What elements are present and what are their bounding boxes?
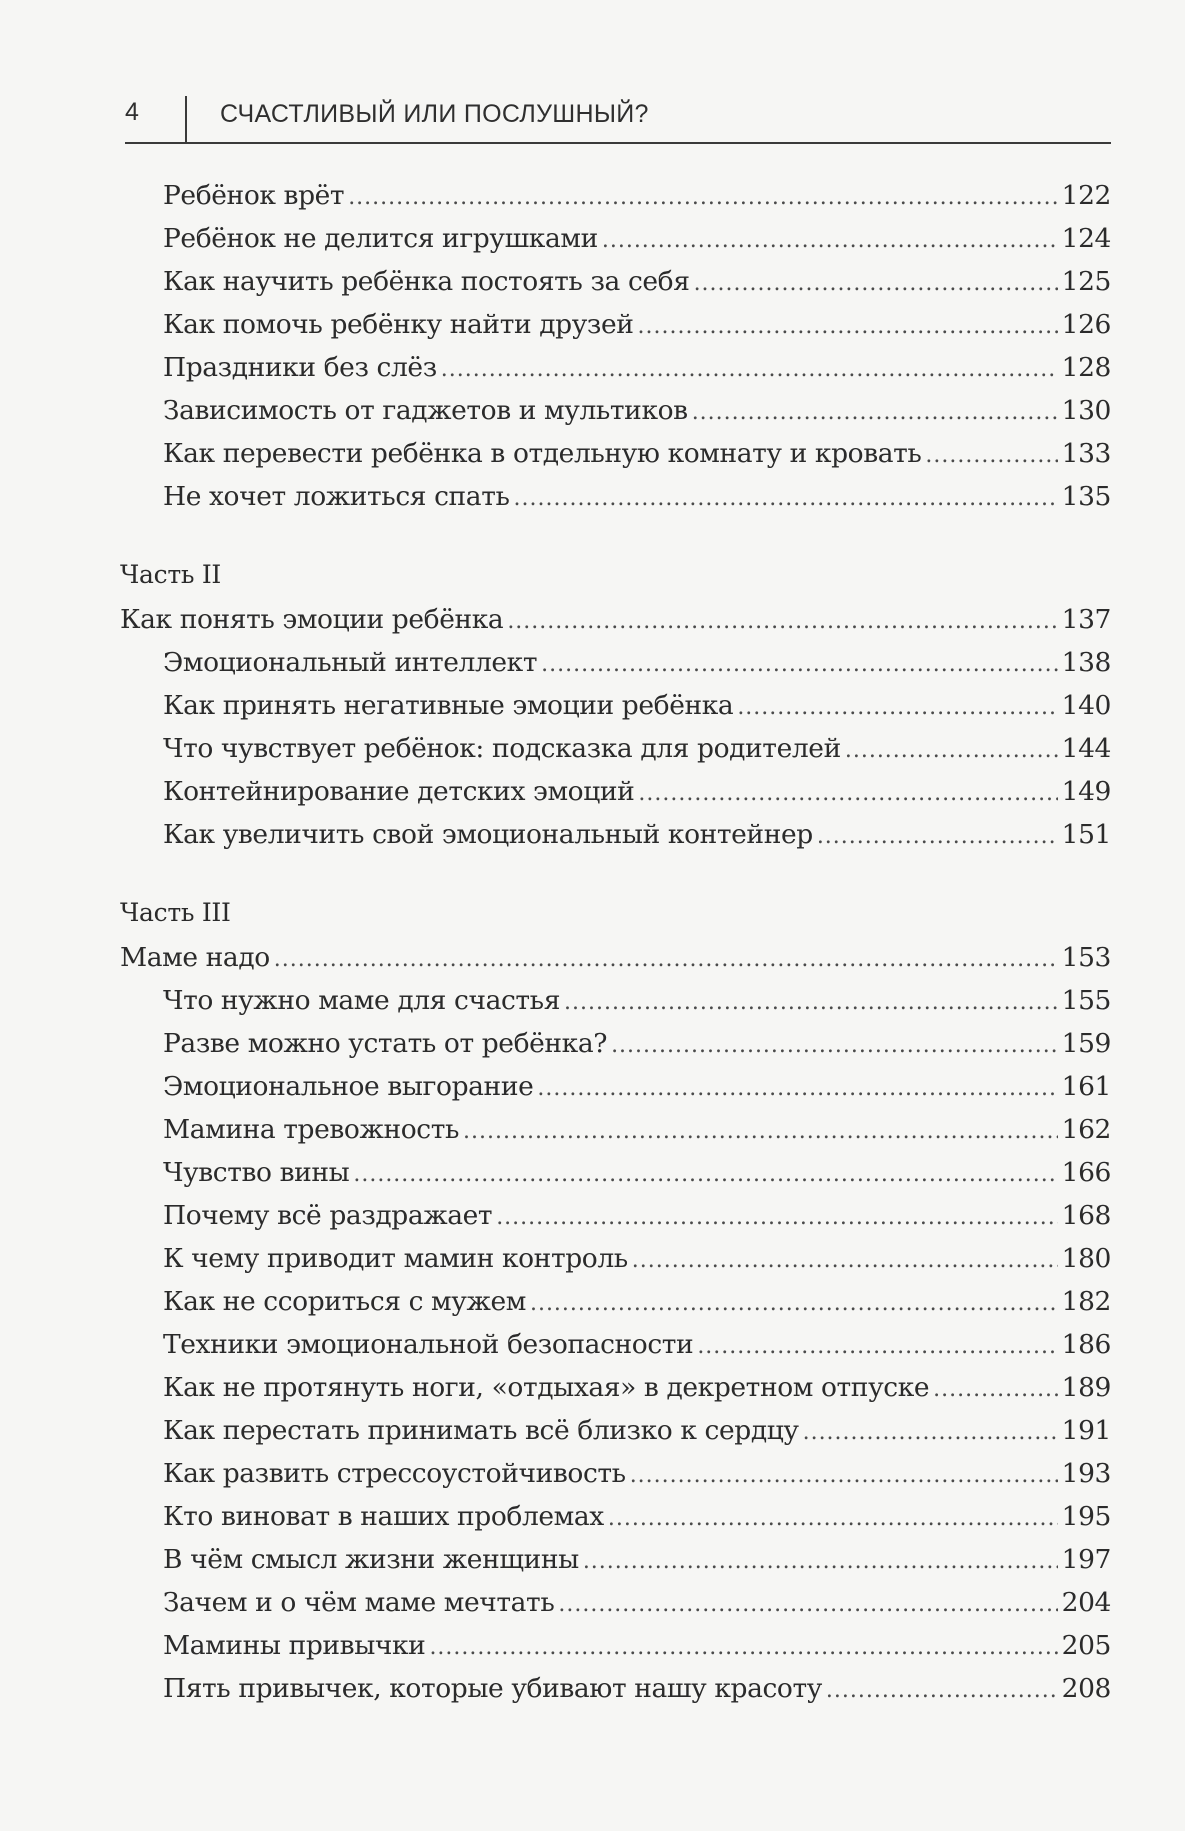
toc-entry [120,266,1111,309]
toc-leader-dots [514,486,1058,511]
part-3-label: Часть III [120,898,231,927]
toc-entry [120,1415,1111,1458]
toc-entry [120,481,1111,524]
toc-leader-dots [441,357,1058,382]
toc-entry-page: 126 [1061,309,1111,340]
toc-entry [120,1157,1111,1200]
toc-entry-page: 186 [1061,1329,1111,1360]
toc-entry [120,1501,1111,1544]
toc-entry-page: 166 [1061,1157,1111,1188]
toc-entry-page: 122 [1061,180,1111,211]
toc-entry-page: 168 [1061,1200,1111,1231]
toc-leader-dots [537,1076,1057,1101]
toc-leader-dots [817,824,1058,849]
toc-entry-title: Мамины привычки [163,1630,426,1661]
toc-entry-title: К чему приводит мамин контроль [163,1243,628,1274]
toc-entry [120,1458,1111,1501]
toc-entry [120,309,1111,352]
toc-entry-title: Как не ссориться с мужем [163,1286,526,1317]
toc-entry-title: Пять привычек, которые убивают нашу красоту [163,1673,822,1704]
toc-chapter-title: Маме надо [120,942,270,973]
toc-entry [120,1372,1111,1415]
toc-leader-dots [608,1506,1058,1531]
toc-entry-title: Как принять негативные эмоции ребёнка [163,690,734,721]
toc-leader-dots [638,314,1058,339]
toc-entry [120,1630,1111,1673]
toc-entry-title: Как развить стрессоустойчивость [163,1458,626,1489]
toc-entry [120,1243,1111,1286]
toc-entry-title: Что нужно маме для счастья [163,985,561,1016]
toc-entry-title: Ребёнок не делится игрушками [163,223,598,254]
running-head [125,96,1111,144]
toc-entry-page: 144 [1061,733,1111,764]
toc-entry-page: 149 [1061,776,1111,807]
toc-entry-page: 130 [1061,395,1111,426]
toc-chapter-page: 153 [1061,942,1111,973]
toc-chapter [120,942,1111,985]
toc-entry-page: 204 [1061,1587,1111,1618]
toc-entry-page: 151 [1061,819,1111,850]
toc-entry-title: Контейнирование детских эмоций [163,776,635,807]
toc-leader-dots [602,228,1058,253]
toc-entry-title: Техники эмоциональной безопасности [163,1329,694,1360]
toc-entry-page: 140 [1061,690,1111,721]
toc-leader-dots [694,271,1058,296]
toc-leader-dots [583,1549,1058,1574]
toc-entry [120,1071,1111,1114]
toc-entry [120,733,1111,776]
toc-entry-title: В чём смысл жизни женщины [163,1544,579,1575]
toc-entry-title: Праздники без слёз [163,352,437,383]
toc-leader-dots [353,1162,1057,1187]
toc-entry [120,1673,1111,1716]
toc-entry [120,352,1111,395]
toc-leader-dots [274,947,1058,972]
toc-entry-page: 205 [1061,1630,1111,1661]
part-2-label: Часть II [120,560,221,589]
toc-entry-title: Как не протянуть ноги, «отдыхая» в декретном отпуске [163,1372,930,1403]
toc-entry [120,1114,1111,1157]
toc-entry-title: Что чувствует ребёнок: подсказка для родителей [163,733,841,764]
toc-entry-page: 138 [1061,647,1111,678]
toc-entry [120,1200,1111,1243]
toc-entry-page: 191 [1061,1415,1111,1446]
book-title: СЧАСТЛИВЫЙ ИЛИ ПОСЛУШНЫЙ? [220,100,649,128]
toc-entry-page: 161 [1061,1071,1111,1102]
toc-entry-title: Эмоциональный интеллект [163,647,538,678]
toc-entry-page: 189 [1061,1372,1111,1403]
toc-entry-page: 182 [1061,1286,1111,1317]
toc-entry-page: 128 [1061,352,1111,383]
toc-entry-title: Зачем и о чём маме мечтать [163,1587,555,1618]
toc-entry-page: 208 [1061,1673,1111,1704]
toc-leader-dots [638,781,1057,806]
toc-leader-dots [737,695,1057,720]
toc-entry-page: 124 [1061,223,1111,254]
toc-leader-dots [530,1291,1058,1316]
toc-entry-title: Кто виноват в наших проблемах [163,1501,604,1532]
toc-entry-title: Эмоциональное выгорание [163,1071,534,1102]
toc-leader-dots [496,1205,1057,1230]
toc-leader-dots [697,1334,1057,1359]
toc-leader-dots [933,1377,1057,1402]
toc-leader-dots [541,652,1058,677]
toc-entry-title: Почему всё раздражает [163,1200,493,1231]
toc-entry [120,395,1111,438]
toc-entry-title: Мамина тревожность [163,1114,459,1145]
toc-chapter [120,604,1111,647]
toc-entry-title: Как научить ребёнка постоять за себя [163,266,690,297]
toc-entry [120,438,1111,481]
toc-entry-title: Разве можно устать от ребёнка? [163,1028,608,1059]
toc-entry-page: 193 [1061,1458,1111,1489]
toc-entry-page: 159 [1061,1028,1111,1059]
toc-entry [120,647,1111,690]
toc-entry-title: Зависимость от гаджетов и мультиков [163,395,688,426]
toc-entry [120,776,1111,819]
toc-leader-dots [630,1463,1058,1488]
toc-entry-title: Не хочет ложиться спать [163,481,510,512]
toc-entry-page: 133 [1061,438,1111,469]
toc-entry [120,1329,1111,1372]
header-divider [185,96,187,142]
toc-leader-dots [692,400,1058,425]
toc-entry-title: Как перевести ребёнка в отдельную комнату и кровать [163,438,922,469]
toc-leader-dots [463,1119,1058,1144]
toc-leader-dots [507,609,1057,634]
table-of-contents [120,180,1111,1716]
toc-entry [120,1587,1111,1630]
toc-entry [120,223,1111,266]
toc-entry [120,180,1111,223]
toc-entry-page: 195 [1061,1501,1111,1532]
toc-entry-page: 125 [1061,266,1111,297]
toc-entry [120,690,1111,733]
toc-entry-title: Как увеличить свой эмоциональный контейнер [163,819,813,850]
toc-entry-page: 162 [1061,1114,1111,1145]
toc-entry-page: 180 [1061,1243,1111,1274]
toc-leader-dots [348,185,1057,210]
toc-leader-dots [925,443,1057,468]
toc-entry-title: Чувство вины [163,1157,350,1188]
toc-entry [120,1028,1111,1071]
toc-leader-dots [826,1678,1058,1703]
toc-entry-page: 197 [1061,1544,1111,1575]
toc-entry-page: 135 [1061,481,1111,512]
page-number: 4 [125,98,139,126]
toc-entry [120,819,1111,862]
toc-entry-title: Как помочь ребёнку найти друзей [163,309,634,340]
toc-entry-page: 155 [1061,985,1111,1016]
toc-chapter-page: 137 [1061,604,1111,635]
toc-chapter-title: Как понять эмоции ребёнка [120,604,504,635]
toc-leader-dots [632,1248,1058,1273]
toc-entry-title: Как перестать принимать всё близко к сердцу [163,1415,799,1446]
toc-leader-dots [803,1420,1058,1445]
toc-entry [120,1286,1111,1329]
toc-leader-dots [558,1592,1057,1617]
toc-entry-title: Ребёнок врёт [163,180,345,211]
toc-entry [120,985,1111,1028]
toc-leader-dots [564,990,1058,1015]
toc-leader-dots [845,738,1058,763]
toc-entry [120,1544,1111,1587]
toc-leader-dots [611,1033,1058,1058]
toc-leader-dots [429,1635,1057,1660]
